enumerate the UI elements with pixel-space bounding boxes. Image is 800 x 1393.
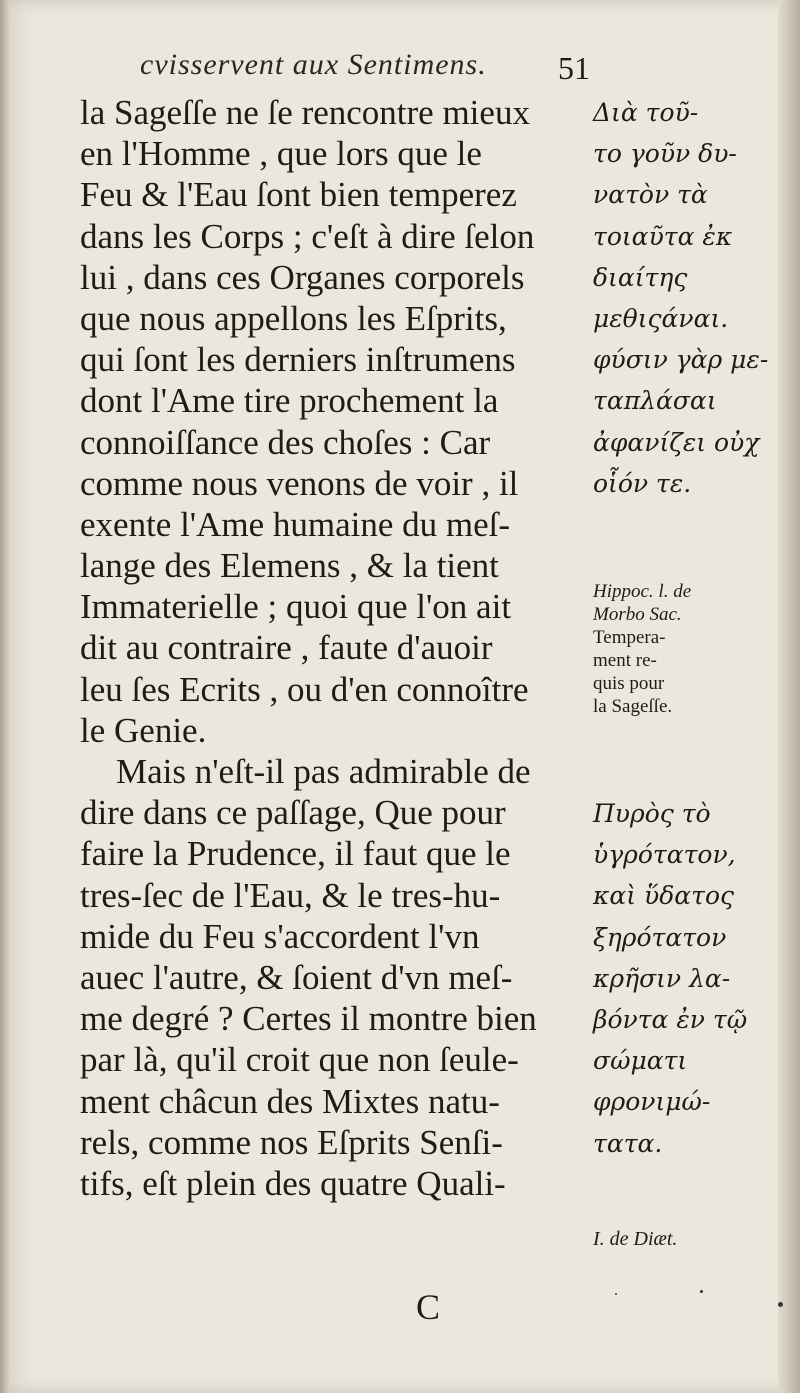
- main-text-column: [80, 92, 590, 1204]
- running-head: cvisservent aux Sentimens.: [140, 48, 487, 81]
- text-line: lange des Elemens , & la tient: [80, 546, 499, 586]
- margin-greek-quotation-bottom: [593, 793, 773, 1164]
- page-gutter-shadow: [0, 0, 10, 1393]
- signature-mark: C: [416, 1287, 441, 1327]
- greek-line: ταπλάσαι: [593, 386, 717, 416]
- text-line: tifs, eſt plein des quatre Quali-: [80, 1163, 506, 1203]
- paragraph-start-line: Mais n'eſt-il pas admirable de: [116, 752, 531, 791]
- greek-line: διαίτης: [593, 262, 688, 292]
- text-line: ment châcun des Mixtes natu-: [80, 1081, 500, 1121]
- greek-line: το γοῦν δυ-: [593, 139, 737, 169]
- text-line: comme nous venons de voir , il: [80, 463, 519, 503]
- text-line: dire dans ce paſſage, Que pour: [80, 793, 506, 833]
- text-line: dit au contraire , faute d'auoir: [80, 628, 493, 668]
- greek-line: φρονιμώ-: [593, 1087, 711, 1117]
- text-line: Immaterielle ; quoi que l'on ait: [80, 587, 512, 627]
- greek-line: καὶ ὕδατος: [593, 881, 735, 911]
- margin-greek-quotation-top: [593, 92, 773, 504]
- greek-line: ξηρότατον: [593, 922, 727, 952]
- margin-note-hippocrates: [593, 580, 773, 718]
- greek-line: νατὸν τὰ: [593, 180, 708, 210]
- margin-note-line: la Sageſſe.: [593, 696, 673, 717]
- greek-line: σώματι: [593, 1046, 688, 1076]
- page-edge-shadow: [778, 0, 800, 1393]
- text-line: auec l'autre, & ſoient d'vn meſ-: [80, 957, 513, 997]
- text-line: tres-ſec de l'Eau, & le tres-hu-: [80, 875, 501, 915]
- text-line: rels, comme nos Eſprits Senſi-: [80, 1122, 503, 1162]
- greek-line: φύσιν γὰρ με-: [593, 345, 769, 375]
- margin-source-work: Morbo Sac.: [593, 604, 682, 625]
- text-line: qui ſont les derniers inſtrumens: [80, 340, 516, 380]
- greek-line: Πυρὸς τὸ: [593, 799, 711, 828]
- margin-source: Hippoc. l. de: [593, 581, 692, 602]
- text-line: exente l'Ame humaine du meſ-: [80, 504, 511, 544]
- text-line: dont l'Ame tire prochement la: [80, 381, 499, 421]
- greek-line: κρῆσιν λα-: [593, 963, 731, 993]
- text-line: me degré ? Certes il montre bien: [80, 999, 537, 1039]
- text-line: lui , dans ces Organes corporels: [80, 257, 525, 297]
- text-line: leu ſes Ecrits , ou d'en connoître: [80, 669, 529, 709]
- text-line: que nous appellons les Eſprits,: [80, 298, 507, 338]
- margin-note-line: Tempera-: [593, 627, 666, 648]
- text-line: par là, qu'il croit que non ſeule-: [80, 1040, 519, 1080]
- text-line: connoiſſance des choſes : Car: [80, 422, 491, 462]
- ink-speck: [778, 1302, 783, 1307]
- greek-line: τοιαῦτα ἐκ: [593, 221, 733, 251]
- greek-line: Διὰ τοῦ-: [593, 98, 699, 127]
- ink-speck: [615, 1293, 617, 1295]
- text-line: mide du Feu s'accordent l'vn: [80, 916, 480, 956]
- greek-line: ὑγρότατον,: [593, 840, 736, 870]
- margin-note-line: ment re-: [593, 650, 657, 671]
- text-line: le Genie.: [80, 710, 207, 750]
- greek-line: μεθιςάναι.: [593, 303, 729, 333]
- text-line: en l'Homme , que lors que le: [80, 134, 482, 174]
- text-line: dans les Corps ; c'eſt à dire ſelon: [80, 216, 535, 256]
- margin-note-line: quis pour: [593, 673, 665, 694]
- text-line: la Sageſſe ne ſe rencontre mieux: [80, 93, 530, 132]
- greek-line: οἷόν τε.: [593, 468, 692, 498]
- page-number: 51: [558, 50, 590, 86]
- text-line: faire la Prudence, il faut que le: [80, 834, 511, 874]
- greek-line: τατα.: [593, 1128, 663, 1158]
- margin-reference: I. de Diæt.: [593, 1228, 678, 1250]
- ink-speck: [700, 1290, 703, 1293]
- text-line: Feu & l'Eau ſont bien temperez: [80, 175, 517, 215]
- greek-line: βόντα ἐν τῷ: [593, 1004, 748, 1034]
- greek-line: ἀφανίζει οὐχ: [593, 427, 760, 457]
